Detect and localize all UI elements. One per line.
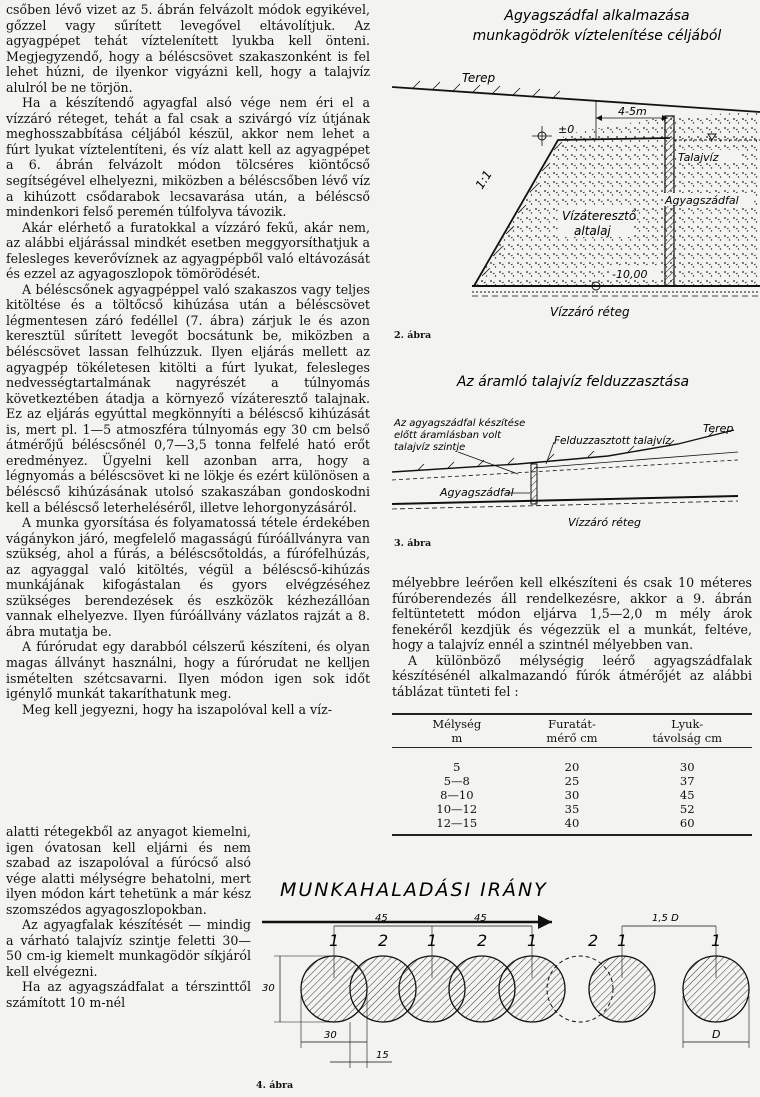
figure-2-talajviz-label: Talajvíz: [678, 151, 719, 164]
paragraph: Ha a készítendő agyagfal alsó vége nem éri el a vízzáró réteget, tehát a fal csak a szivárgó víz útjának meghosszabbítása céljából készül, akkor nem lehet a fúrt lyukat víztelentíteni, és víz alatt kell az agyagpépet a 6. ábrán felvázolt módon tölcséres kiöntőcső segítségével elhelyezni, miközben a béléscsőben lévő víz a kihúzott csődarabok lecsavarása után, a béléscső mindenkori felső peremén túlfolyva távozik.: [6, 95, 370, 220]
table-row: 8—10 30 45: [440, 788, 695, 803]
paragraph: mélyebbre leérően kell elkészíteni és csak 10 méteres fúróberendezés áll rendelkezésre, akkor a 9. ábrán feltüntetett módon eljárva 1,5—2,0 m mély árok fenekéről kezdjük és végezzük el a munkát, feltéve, hogy a talajvíz ennél a szintnél mélyebben van.: [392, 575, 752, 653]
table-header-diameter: Furatát- mérő cm: [522, 714, 623, 748]
table-row: 5 20 30: [453, 760, 695, 775]
figure-2-dim-width: 4-5m: [618, 105, 647, 118]
figure-4-dim-d: D: [712, 1028, 721, 1041]
figure-2-caption: 2. ábra: [394, 330, 432, 341]
figure-4-number: 2: [588, 931, 599, 950]
figure-4-number: 1: [711, 931, 722, 950]
figure-4-direction: MUNKAHALADÁSI IRÁNY: [280, 879, 548, 901]
figure-4-dim-15d: 1,5 D: [652, 913, 679, 924]
clay-column: [589, 956, 655, 1022]
table-header-depth: Mélység m: [392, 714, 522, 748]
figure-3-felduzzasztott-label: Felduzzasztott talajvíz: [554, 435, 671, 447]
figure-3-caption: 3. ábra: [394, 538, 432, 549]
figure-3-agyagszadfal-label: Agyagszádfal: [440, 486, 514, 499]
paragraph: A fúrórudat egy darabból célszerű készíteni, és olyan magas állványt használni, hogy a fúrórudat ne kelljen ismételten szétcsavarni. Ilyen módon igen sok időt igénylő munkát takaríthatunk meg.: [6, 639, 370, 702]
table-row: 10—12 35 52: [436, 802, 695, 817]
figure-4-dim-30-height: 30: [262, 983, 275, 994]
figure-2: [372, 0, 760, 340]
paragraph: A béléscsőnek agyagpéppel való szakaszos vagy teljes kitöltése és a töltőcső kihúzása után a béléscsövet légmentesen záró fedéllel (7. ábra) zárjuk le és azon keresztül sűrített levegőt bocsátunk be, miközben a béléscsövet lassan felhúzzuk. Ilyen eljárás mellett az agyagpép tökéletesen kitölti a fúrt lyukat, felesleges nedvességtartalmának nagyrészét a túlnyomás következtében átadja a környező vízáteresztő talajnak. Ez az eljárás egyúttal megkönnyíti a béléscső kihúzását is, mert pl. 1—5 atmoszféra túlnyomás egy 30 cm belső átmérőjű béléscsőnél 0,7—3,5 tonna felfelé ható erőt eredményez. Ügyelni kell azonban arra, hogy a légnyomás a béléscsövet ki ne lökje és ezért különösen a béléscső kihúzásának utolsó szakaszában gondoskodni kell a béléscső leterheléséről, illetve lehorgonyzásáról.: [6, 281, 370, 515]
paragraph: A különböző mélységig leérő agyagszádfalak készítésénél alkalmazandó fúrók átmérőjét az alábbi táblázat tünteti fel :: [392, 652, 752, 699]
drill-diameter-table: [392, 713, 752, 836]
paragraph: A munka gyorsítása és folyamatossá tétele érdekében vágánykon járó, megfelelő magasságú fúróállványra van szükség, ahol a fúrás, a béléscsőtoldás, a fúrófelhúzás, az agyaggal való kitöltés, végül a béléscső-kihúzás munkájának kifogástalan és gyors elvégzéséhez szükséges berendezések és eszközök kézhezállóan vannak elhelyezve. Ilyen fúróállvány vázlatos rajzát a 8. ábra mutatja be.: [6, 515, 370, 639]
figure-2-title-line1: Agyagszádfal alkalmazása: [504, 8, 690, 24]
figure-2-terep-label: Terep: [462, 71, 496, 85]
figure-4-number: 1: [427, 931, 438, 950]
figure-4-caption: 4. ábra: [256, 1080, 294, 1091]
terrain-line: [392, 87, 760, 112]
figure-3-note-line3: talajvíz szintje: [394, 442, 466, 453]
figure-3-title: Az áramló talajvíz felduzzasztása: [456, 374, 690, 390]
figure-4-dim-45a: 45: [375, 913, 388, 924]
clay-column: [499, 956, 565, 1022]
figure-4-dim-45b: 45: [474, 913, 487, 924]
figure-2-level-zero: ±0: [558, 123, 575, 136]
paragraph: alatti rétegekből az anyagot kiemelni, igen óvatosan kell eljárni és nem szabad az iszapolóval a fúrócső alsó vége alatti mélységre behatolni, mert ilyen módon kárt tehetünk a már kész szomszédos agyagoszlopokban.: [6, 824, 251, 917]
clay-column: [683, 956, 749, 1022]
figure-2-level-bottom: -10,00: [612, 268, 648, 281]
figure-3-note-line1: Az agyagszádfal készítése: [394, 418, 526, 429]
figure-4-dim-30-width: 30: [324, 1030, 337, 1041]
figure-2-slope-label: 1:1: [472, 167, 495, 192]
figure-3-terep-label: Terep: [703, 422, 734, 435]
figure-4-number: 1: [329, 931, 340, 950]
clay-wall: [531, 464, 537, 504]
figure-3-vizzaro-label: Vízzáró réteg: [568, 516, 641, 529]
table-header-spacing: Lyuk- távolság cm: [622, 714, 752, 748]
paragraph: Akár elérhető a furatokkal a vízzáró fekű, akár nem, az alábbi eljárással mindkét esetben meggyorsíthatjuk a felesleges keverővíznek az agyagpépből való eltávozását és ezzel az agyagoszlopok tömörödését.: [6, 219, 370, 282]
figure-2-agyagszadfal-label: Agyagszádfal: [665, 194, 739, 207]
figure-2-altalaj-label: altalaj: [574, 224, 611, 238]
figure-2-vizzaro-label: Vízzáró réteg: [550, 305, 630, 319]
figure-4-number: 2: [477, 931, 488, 950]
figure-4-dim-15: 15: [376, 1050, 389, 1061]
figure-2-title-line2: munkagödrök víztelenítése céljából: [472, 28, 722, 44]
figure-4-number: 1: [617, 931, 628, 950]
paragraph: csőben lévő vizet az 5. ábrán felvázolt módok egyikével, gőzzel vagy sűrített levegővel eltávolítjuk. Az agyagpépet tehát víztelenített lyukba kell önteni. Megjegyzendő, hogy a béléscsövet szakaszonként is fel lehet húzni, de ilyenkor vigyázni kell, hogy a talajvíz alulról be ne törjön.: [6, 2, 370, 95]
paragraph: Meg kell jegyezni, hogy ha iszapolóval kell a víz-: [22, 701, 333, 717]
figure-2-vizatereszto-label: Vízáteresztő: [562, 209, 637, 223]
table-row: 12—15 40 60: [392, 816, 752, 835]
figure-4-number: 2: [378, 931, 389, 950]
paragraph: Ha az agyagszádfalat a térszinttől számított 10 m-nél: [6, 979, 251, 1011]
figure-3-note-line2: előtt áramlásban volt: [394, 430, 502, 441]
figure-3: [378, 356, 758, 549]
figure-4: [252, 856, 760, 1088]
paragraph: Az agyagfalak készítését — mindig a várható talajvíz szintje feletti 30—50 cm-ig kiemelt munkagödör síkjáról kell elvégezni.: [6, 917, 251, 979]
table-header-row: [392, 714, 752, 748]
right-column-text: [392, 575, 752, 836]
left-column-text: [6, 2, 370, 717]
bottom-left-text: [6, 824, 251, 1011]
table-row: 5—8 25 37: [443, 774, 695, 789]
figure-4-number: 1: [527, 931, 538, 950]
